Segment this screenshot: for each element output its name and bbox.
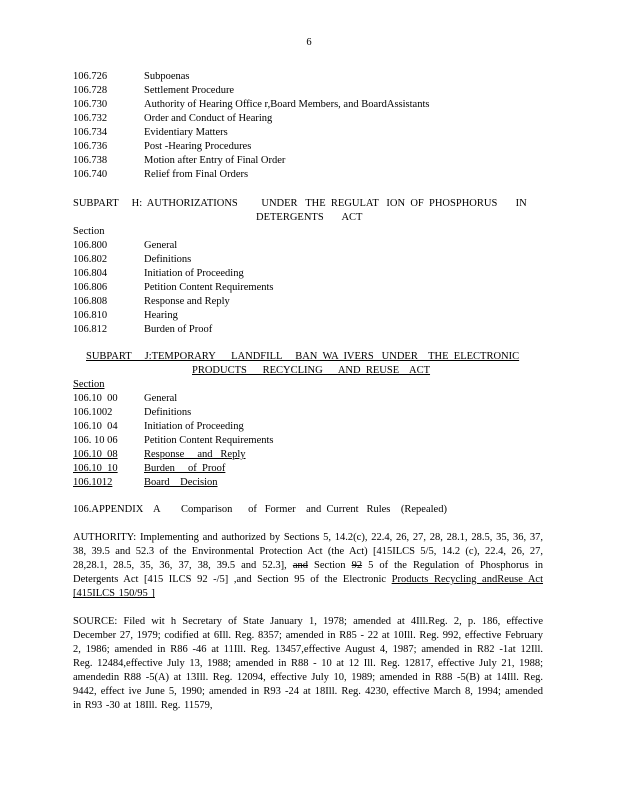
section-title: Response and Reply: [144, 449, 246, 460]
list-item: [73, 448, 543, 462]
section-number: 106.728: [73, 85, 108, 96]
section-title: Petition Content Requirements: [144, 282, 274, 293]
section-number: 106.730: [73, 99, 108, 110]
section-title: Initiation of Proceeding: [144, 421, 244, 432]
list-item: [73, 267, 543, 281]
subpart-h-heading: [73, 197, 543, 225]
list-item: [73, 253, 543, 267]
section-title: Subpoenas: [144, 71, 190, 82]
section-title: Relief from Final Orders: [144, 169, 249, 180]
list-item: [73, 112, 543, 126]
section-number: 106.804: [73, 268, 108, 279]
section-title: Settlement Procedure: [144, 85, 235, 96]
section-list-h: [73, 225, 543, 337]
section-number: 106.10 04: [73, 421, 118, 432]
section-number: 106. 10 06: [73, 435, 118, 446]
subpart-j-heading: [86, 350, 536, 378]
section-title: Hearing: [144, 310, 178, 321]
section-title: Burden of Proof: [144, 324, 213, 335]
section-number: 106.736: [73, 141, 108, 152]
section-list-j: [73, 378, 543, 490]
list-item: [73, 126, 543, 140]
list-item: [73, 392, 543, 406]
list-item: [73, 406, 543, 420]
subpart-j-line2: PRODUCTS RECYCLING AND REUSE ACT: [192, 365, 431, 376]
list-item: [73, 168, 543, 182]
section-number: 106.10 10: [73, 463, 118, 474]
section-title: Authority of Hearing Office r,Board Members, and BoardAssistants: [144, 99, 430, 110]
section-title: Order and Conduct of Hearing: [144, 113, 273, 124]
subpart-h-line1: SUBPART H: AUTHORIZATIONS UNDER THE REGULAT ION OF PHOSPHORUS IN: [73, 198, 527, 209]
list-item: [73, 323, 543, 337]
list-item: [73, 98, 543, 112]
section-title: Evidentiary Matters: [144, 127, 228, 138]
list-item: [73, 281, 543, 295]
source-paragraph: SOURCE: Filed wit h Secretary of State January 1, 1978; amended at 4Ill.Reg. 2, p. 186, effective December 27, 1979; codified at 6Ill. Reg. 8357; amended in R85 - 22 at 10Ill. Reg. 992, effective February 2, 1986; amended in R86 -46 at 11Ill. Reg. 13457,effective August 4, 1987; amended in R82 -1at 12Ill. Reg. 12484,effective July 13, 1988; amended in R88 - 10 at 12 Ill. Reg. 12817, effective July 21, 1988; amendedin R88 -5(A) at 13Ill. Reg. 12094, effective July 10, 1989; amended in R88 -5(B) at 14Ill. Reg. 9442, effect ive June 5, 1990; amended in R93 -24 at 18Ill. Reg. 4230, effective March 8, 1994; amended in R93 -30 at 18Ill. Reg. 11579,: [73, 616, 543, 711]
section-title: Burden of Proof: [144, 463, 226, 474]
subpart-j-line1: SUBPART J:TEMPORARY LANDFILL BAN WA IVERS UNDER THE ELECTRONIC: [86, 351, 520, 362]
authority-text-1: AUTHORITY: Implementing and authorized by Sections 5, 14.2(c), 22.4, 26, 27, 28, 28.1, 28.5, 35, 36, 37, 38, 39.5 and 52.3 of the Environmental Protection Act (the Act) [415ILCS 5/5, 14.2 (c), 22.4, 26, 27, 28,28.1, 28.5, 35, 36, 37, 38, 39.5 and 52.3],: [73, 532, 543, 571]
appendix-number: 106.APPENDIX: [73, 504, 144, 515]
list-item: [73, 84, 543, 98]
list-item: [73, 309, 543, 323]
list-item: [73, 70, 543, 84]
section-title: Board Decision: [144, 477, 218, 488]
section-number: 106.812: [73, 324, 108, 335]
authority-struck-92: 92: [351, 560, 363, 571]
section-number: 106.10 00: [73, 393, 118, 404]
section-title: General: [144, 240, 178, 251]
list-item: [73, 140, 543, 154]
section-number: 106.734: [73, 127, 108, 138]
list-item: [73, 239, 543, 253]
section-title: Initiation of Proceeding: [144, 268, 244, 279]
list-item: [73, 462, 543, 476]
section-number: 106.800: [73, 240, 108, 251]
list-item: [73, 295, 543, 309]
appendix-title: A Comparison of Former and Current Rules (Repealed): [153, 504, 447, 515]
page-number: 6: [306, 37, 312, 48]
section-number: 106.808: [73, 296, 108, 307]
section-label: Section: [73, 379, 105, 390]
section-title: Definitions: [144, 407, 192, 418]
authority-struck-and: and: [292, 560, 309, 571]
list-item: [73, 434, 543, 448]
section-title: Response and Reply: [144, 296, 230, 307]
section-number: 106.726: [73, 71, 108, 82]
section-title: Post -Hearing Procedures: [144, 141, 252, 152]
authority-paragraph: [73, 531, 543, 601]
authority-text-2: Section: [314, 560, 346, 571]
section-list-g: [73, 70, 543, 182]
section-number: 106.732: [73, 113, 108, 124]
section-number: 106.10 08: [73, 449, 118, 460]
section-number: 106.1012: [73, 477, 113, 488]
section-number: 106.738: [73, 155, 108, 166]
subpart-h-line2: DETERGENTS ACT: [256, 212, 363, 223]
section-label: Section: [73, 226, 105, 237]
section-title: Petition Content Requirements: [144, 435, 274, 446]
authority-underlined-text: Products Recycling andReuse Act [415ILCS 150/95 ]: [73, 574, 544, 599]
section-number: 106.1002: [73, 407, 113, 418]
list-item: [73, 154, 543, 168]
section-title: Definitions: [144, 254, 192, 265]
list-item: [73, 476, 543, 490]
section-number: 106.740: [73, 169, 108, 180]
section-number: 106.806: [73, 282, 108, 293]
section-number: 106.802: [73, 254, 108, 265]
appendix-line: [73, 503, 543, 517]
section-title: Motion after Entry of Final Order: [144, 155, 286, 166]
authority-text-3: 5 of the Regulation of Phosphorus in Detergents Act [415 ILCS 92 -/5] ,and Section 95 of the Electronic: [73, 560, 544, 585]
section-title: General: [144, 393, 178, 404]
list-item: [73, 420, 543, 434]
section-number: 106.810: [73, 310, 108, 321]
